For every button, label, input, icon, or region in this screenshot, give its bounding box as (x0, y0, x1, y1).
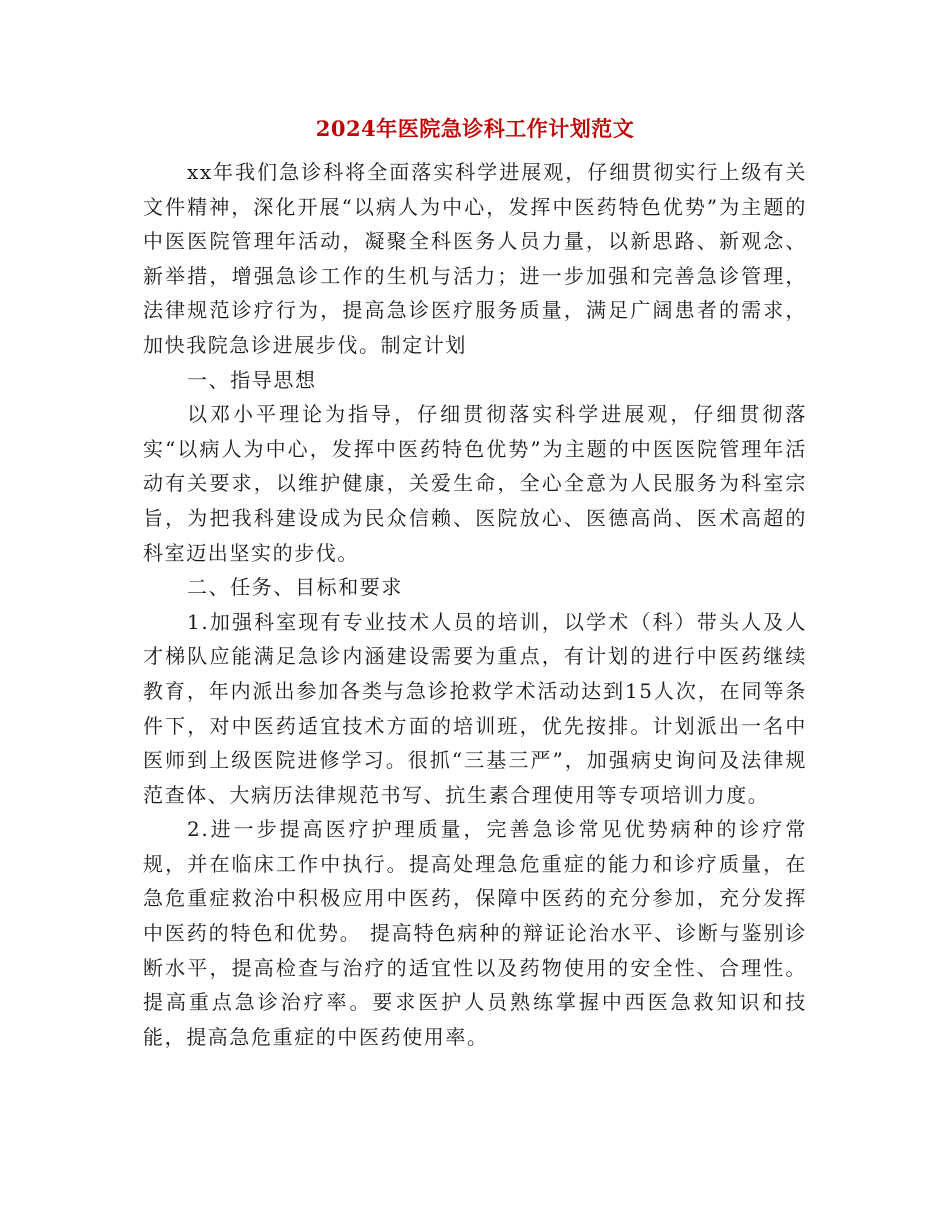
task-item-2-paragraph: 2.进一步提高医疗护理质量，完善急诊常见优势病种的诊疗常规，并在临床工作中执行。提高处理急危重症的能力和诊疗质量，在急危重症救治中积极应用中医药，保障中医药的充分参加，充分发挥中医药的特色和优势。 提高特色病种的辩证论治水平、诊断与鉴别诊断水平，提高检查与治疗的适宜性以及药物使用的安全性、合理性。提高重点急诊治疗率。要求医护人员熟练掌握中西医急救知识和技能，提高急危重症的中医药使用率。 (143, 817, 807, 1049)
section-heading-tasks-goals: 二、任务、目标和要求 (187, 575, 403, 600)
guiding-ideology-paragraph: 以邓小平理论为指导，仔细贯彻落实科学进展观，仔细贯彻落实“以病人为中心，发挥中医药特色优势”为主题的中医医院管理年活动有关要求，以维护健康，关爱生命，全心全意为人民服务为科室宗旨，为把我科建设成为民众信赖、医院放心、医德高尚、医术高超的科室迈出坚实的步伐。 (143, 402, 807, 565)
intro-paragraph: xx年我们急诊科将全面落实科学进展观，仔细贯彻实行上级有关文件精神，深化开展“以病人为中心，发挥中医药特色优势”为主题的中医医院管理年活动，凝聚全科医务人员力量，以新思路、新观念、新举措，增强急诊工作的生机与活力；进一步加强和完善急诊管理，法律规范诊疗行为，提高急诊医疗服务质量，满足广阔患者的需求，加快我院急诊进展步伐。制定计划 (143, 160, 807, 357)
document-body (143, 155, 807, 1054)
task-item-1-paragraph: 1.加强科室现有专业技术人员的培训，以学术（科）带头人及人才梯队应能满足急诊内涵建设需要为重点，有计划的进行中医药继续教育，年内派出参加各类与急诊抢救学术活动达到15人次，在同等条件下，对中医药适宜技术方面的培训班，优先按排。计划派出一名中医师到上级医院进修学习。很抓“三基三严”，加强病史询问及法律规范查体、大病历法律规范书写、抗生素合理使用等专项培训力度。 (143, 609, 807, 807)
section-heading-guiding-ideology: 一、指导思想 (187, 367, 317, 392)
document-title: 2024年医院急诊科工作计划范文 (315, 116, 635, 141)
